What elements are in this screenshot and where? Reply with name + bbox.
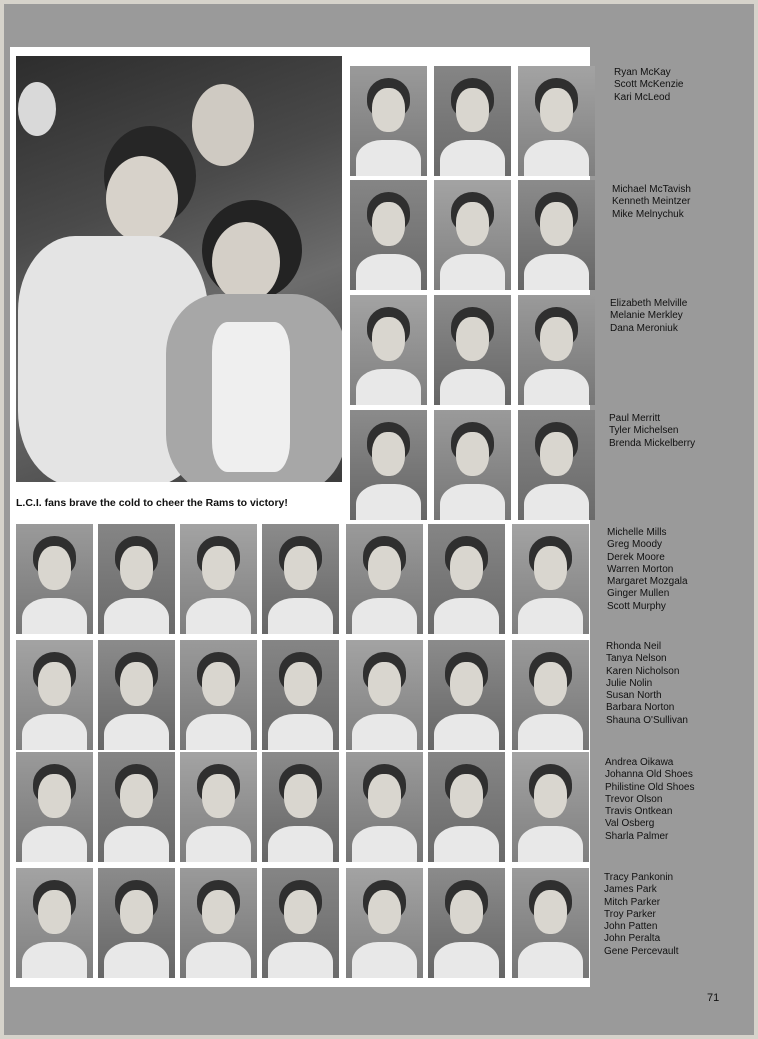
student-name: Tanya Nelson (606, 653, 667, 665)
photo-caption: L.C.I. fans brave the cold to cheer the Rams to victory! (16, 497, 288, 509)
student-name: Karen Nicholson (606, 665, 680, 677)
student-portrait (98, 868, 175, 978)
student-portrait (98, 640, 175, 750)
portrait-body (104, 826, 169, 862)
student-name: Philistine Old Shoes (605, 781, 695, 793)
student-name: Johanna Old Shoes (605, 769, 693, 781)
portrait-body (352, 598, 417, 634)
name-group (604, 872, 679, 958)
portrait-body (22, 598, 87, 634)
student-portrait (350, 295, 427, 405)
portrait-face (120, 662, 153, 706)
portrait-face (368, 546, 401, 590)
student-portrait (98, 524, 175, 634)
portrait-body (518, 714, 583, 750)
portrait-face (534, 890, 567, 934)
student-name: Paul Merritt (609, 413, 661, 424)
portrait-body (268, 714, 333, 750)
portrait-body (440, 369, 505, 405)
student-name: Scott McKenzie (614, 79, 684, 91)
student-portrait (262, 524, 339, 634)
student-name: Barbara Norton (606, 702, 675, 714)
portrait-face (368, 662, 401, 706)
student-portrait (262, 868, 339, 978)
portrait-face (456, 432, 489, 476)
student-name: Susan North (606, 690, 662, 702)
student-portrait (512, 640, 589, 750)
portrait-face (372, 88, 405, 132)
portrait-body (434, 714, 499, 750)
portrait-body (524, 369, 589, 405)
portrait-body (352, 714, 417, 750)
student-portrait (98, 752, 175, 862)
candid-fans-photo (16, 56, 342, 482)
portrait-body (518, 598, 583, 634)
portrait-face (534, 774, 567, 818)
student-name: Michelle Mills (607, 527, 667, 538)
student-name: Scott Murphy (607, 600, 666, 612)
student-name: Warren Morton (607, 563, 674, 575)
portrait-face (456, 317, 489, 361)
portrait-face (372, 202, 405, 246)
portrait-body (22, 714, 87, 750)
student-portrait (180, 752, 257, 862)
student-portrait (428, 868, 505, 978)
portrait-body (186, 714, 251, 750)
student-portrait (180, 524, 257, 634)
portrait-body (434, 826, 499, 862)
portrait-body (434, 942, 499, 978)
name-group (607, 527, 688, 613)
student-portrait (16, 524, 93, 634)
portrait-body (356, 369, 421, 405)
student-portrait (518, 180, 595, 290)
student-name: Mitch Parker (604, 896, 661, 908)
portrait-face (372, 317, 405, 361)
portrait-face (450, 774, 483, 818)
student-portrait (434, 180, 511, 290)
portrait-body (186, 942, 251, 978)
name-group (614, 67, 683, 104)
student-portrait (350, 410, 427, 520)
portrait-body (356, 254, 421, 290)
student-portrait (350, 66, 427, 176)
student-portrait (512, 868, 589, 978)
portrait-face (534, 546, 567, 590)
student-name: Sharla Palmer (605, 830, 669, 842)
portrait-face (38, 774, 71, 818)
portrait-body (524, 254, 589, 290)
student-name: Shauna O'Sullivan (606, 714, 688, 726)
student-portrait (434, 295, 511, 405)
portrait-face (450, 546, 483, 590)
student-portrait (434, 66, 511, 176)
portrait-body (268, 942, 333, 978)
portrait-body (356, 140, 421, 176)
portrait-face (284, 774, 317, 818)
portrait-body (352, 826, 417, 862)
student-portrait (346, 752, 423, 862)
portrait-face (38, 546, 71, 590)
portrait-face (456, 88, 489, 132)
name-group (605, 757, 695, 843)
student-name: John Peralta (604, 933, 661, 945)
portrait-face (202, 546, 235, 590)
student-portrait (512, 524, 589, 634)
name-group (612, 184, 691, 221)
portrait-body (434, 598, 499, 634)
student-name: Tracy Pankonin (604, 872, 674, 883)
portrait-face (534, 662, 567, 706)
name-group (609, 413, 695, 450)
portrait-body (22, 942, 87, 978)
student-portrait (346, 640, 423, 750)
portrait-face (540, 317, 573, 361)
student-portrait (434, 410, 511, 520)
student-portrait (350, 180, 427, 290)
portrait-face (540, 202, 573, 246)
student-portrait (518, 295, 595, 405)
student-name: Troy Parker (604, 908, 656, 920)
portrait-face (284, 890, 317, 934)
portrait-face (368, 890, 401, 934)
student-name: Brenda Mickelberry (609, 437, 696, 449)
student-name: Trevor Olson (605, 793, 663, 805)
student-name: Michael McTavish (612, 184, 691, 195)
portrait-body (440, 140, 505, 176)
portrait-face (120, 774, 153, 818)
student-name: Margaret Mozgala (607, 576, 688, 588)
student-portrait (180, 640, 257, 750)
student-name: Val Osberg (605, 818, 655, 830)
portrait-face (368, 774, 401, 818)
student-name: Greg Moody (607, 539, 663, 551)
student-name: Ryan McKay (614, 67, 671, 78)
portrait-body (104, 714, 169, 750)
portrait-body (524, 484, 589, 520)
portrait-face (284, 546, 317, 590)
portrait-body (440, 484, 505, 520)
portrait-face (38, 890, 71, 934)
student-name: Dana Meroniuk (610, 322, 678, 334)
portrait-face (120, 546, 153, 590)
portrait-body (524, 140, 589, 176)
portrait-body (22, 826, 87, 862)
student-portrait (346, 868, 423, 978)
name-group (606, 641, 688, 727)
student-portrait (518, 66, 595, 176)
student-portrait (428, 640, 505, 750)
portrait-body (104, 598, 169, 634)
page-number: 71 (707, 992, 720, 1004)
portrait-face (450, 890, 483, 934)
student-name: Mike Melnychuk (612, 208, 684, 220)
name-group (610, 298, 687, 335)
portrait-face (120, 890, 153, 934)
portrait-face (540, 88, 573, 132)
portrait-face (372, 432, 405, 476)
student-portrait (16, 868, 93, 978)
student-name: Derek Moore (607, 551, 665, 563)
portrait-body (186, 598, 251, 634)
student-name: Melanie Merkley (610, 310, 683, 322)
portrait-body (186, 826, 251, 862)
portrait-face (202, 662, 235, 706)
student-portrait (512, 752, 589, 862)
student-portrait (428, 752, 505, 862)
student-portrait (16, 640, 93, 750)
portrait-body (518, 826, 583, 862)
student-name: Ginger Mullen (607, 588, 670, 600)
portrait-face (202, 890, 235, 934)
student-portrait (346, 524, 423, 634)
student-name: Kenneth Meintzer (612, 196, 691, 208)
student-name: Travis Ontkean (605, 806, 673, 818)
portrait-body (440, 254, 505, 290)
student-name: John Patten (604, 921, 658, 933)
student-name: James Park (604, 884, 657, 896)
student-portrait (262, 640, 339, 750)
portrait-body (518, 942, 583, 978)
portrait-face (202, 774, 235, 818)
portrait-face (284, 662, 317, 706)
portrait-face (450, 662, 483, 706)
portrait-body (268, 826, 333, 862)
student-name: Julie Nolin (606, 677, 653, 689)
portrait-face (540, 432, 573, 476)
portrait-face (456, 202, 489, 246)
student-name: Rhonda Neil (606, 641, 662, 652)
portrait-body (268, 598, 333, 634)
student-portrait (262, 752, 339, 862)
student-portrait (180, 868, 257, 978)
student-name: Tyler Michelsen (609, 425, 679, 437)
student-name: Andrea Oikawa (605, 757, 674, 768)
portrait-face (38, 662, 71, 706)
student-name: Gene Percevault (604, 945, 679, 957)
student-portrait (428, 524, 505, 634)
portrait-body (104, 942, 169, 978)
portrait-body (356, 484, 421, 520)
student-portrait (16, 752, 93, 862)
student-name: Elizabeth Melville (610, 298, 688, 309)
student-name: Kari McLeod (614, 91, 671, 103)
student-portrait (518, 410, 595, 520)
portrait-body (352, 942, 417, 978)
